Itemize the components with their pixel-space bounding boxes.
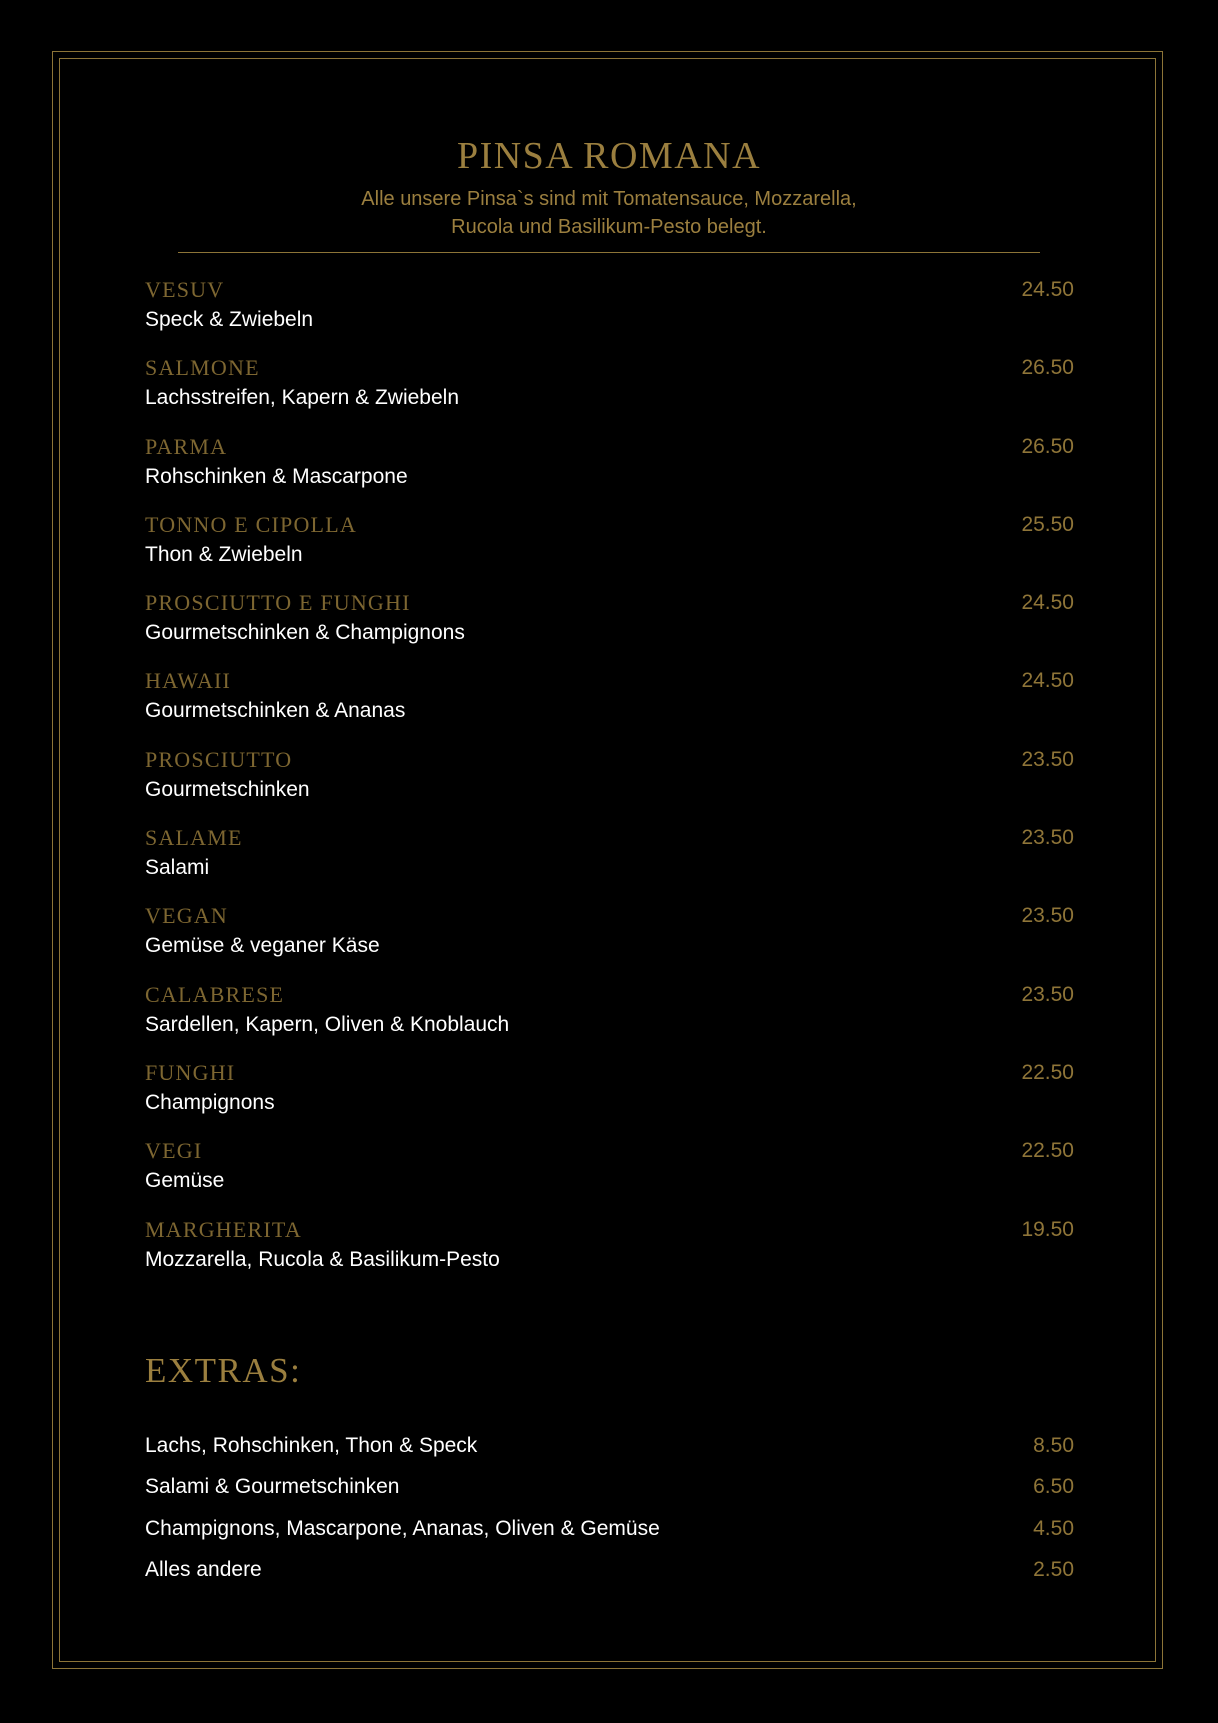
item-description: Mozzarella, Rucola & Basilikum-Pesto xyxy=(145,1247,500,1271)
item-price: 25.50 xyxy=(1021,512,1074,536)
item-description: Lachsstreifen, Kapern & Zwiebeln xyxy=(145,386,460,410)
menu-item xyxy=(145,353,1074,431)
item-price: 24.50 xyxy=(1021,591,1074,615)
menu-item xyxy=(145,1058,1074,1136)
extras-heading: EXTRAS: xyxy=(145,1351,302,1390)
item-name: SALMONE xyxy=(145,355,260,381)
item-name: MARGHERITA xyxy=(145,1216,302,1242)
extras-list xyxy=(145,1431,1074,1596)
extra-label: Salami & Gourmetschinken xyxy=(145,1475,400,1499)
extra-price: 6.50 xyxy=(1033,1475,1074,1499)
item-price: 26.50 xyxy=(1021,356,1074,380)
item-price: 19.50 xyxy=(1021,1217,1074,1241)
item-description: Salami xyxy=(145,856,210,880)
menu-item xyxy=(145,823,1074,901)
menu-item xyxy=(145,666,1074,744)
item-price: 24.50 xyxy=(1021,278,1074,301)
extra-label: Alles andere xyxy=(145,1557,262,1581)
item-price: 23.50 xyxy=(1021,747,1074,771)
menu-item xyxy=(145,588,1074,666)
menu-item xyxy=(145,510,1074,588)
item-name: VESUV xyxy=(145,277,225,302)
item-name: VEGI xyxy=(145,1138,203,1164)
item-price: 26.50 xyxy=(1021,434,1074,458)
item-name: TONNO E CIPOLLA xyxy=(145,511,357,537)
item-price: 22.50 xyxy=(1021,1060,1074,1084)
extra-price: 2.50 xyxy=(1033,1557,1074,1581)
item-name: VEGAN xyxy=(145,903,228,929)
menu-item xyxy=(145,901,1074,979)
extra-label: Lachs, Rohschinken, Thon & Speck xyxy=(145,1434,478,1457)
item-description: Sardellen, Kapern, Oliven & Knoblauch xyxy=(145,1012,510,1036)
item-price: 23.50 xyxy=(1021,982,1074,1006)
item-name: HAWAII xyxy=(145,668,232,694)
item-price: 23.50 xyxy=(1021,904,1074,928)
item-description: Speck & Zwiebeln xyxy=(145,308,314,331)
item-name: SALAME xyxy=(145,825,243,851)
item-name: PROSCIUTTO E FUNGHI xyxy=(145,590,411,616)
extra-row xyxy=(145,1472,1074,1513)
pinsa-menu-list xyxy=(145,275,1074,1293)
page-title: PINSA ROMANA xyxy=(456,135,762,177)
extra-row xyxy=(145,1555,1074,1596)
extra-price: 4.50 xyxy=(1033,1516,1074,1540)
item-description: Rohschinken & Mascarpone xyxy=(145,464,408,488)
menu-item xyxy=(145,745,1074,823)
menu-item xyxy=(145,980,1074,1058)
menu-item xyxy=(145,275,1074,353)
extra-row xyxy=(145,1431,1074,1472)
menu-item xyxy=(145,432,1074,510)
item-description: Champignons xyxy=(145,1090,275,1114)
item-price: 23.50 xyxy=(1021,826,1074,850)
item-description: Gourmetschinken & Ananas xyxy=(145,699,406,723)
item-price: 22.50 xyxy=(1021,1139,1074,1163)
item-description: Gourmetschinken & Champignons xyxy=(145,621,465,645)
item-description: Thon & Zwiebeln xyxy=(145,542,303,566)
subtitle-line-1: Alle unsere Pinsa`s sind mit Tomatensauce, Mozzarella, xyxy=(361,188,857,210)
menu-item xyxy=(145,1136,1074,1214)
item-description: Gemüse xyxy=(145,1169,225,1193)
extra-row xyxy=(145,1514,1074,1555)
item-name: PARMA xyxy=(145,433,228,459)
item-description: Gourmetschinken xyxy=(145,777,310,801)
item-name: CALABRESE xyxy=(145,981,285,1007)
item-price: 24.50 xyxy=(1021,669,1074,693)
subtitle xyxy=(0,185,1218,241)
title-divider xyxy=(178,252,1040,253)
item-name: FUNGHI xyxy=(145,1059,236,1085)
extra-price: 8.50 xyxy=(1033,1434,1074,1457)
item-description: Gemüse & veganer Käse xyxy=(145,934,380,958)
item-name: PROSCIUTTO xyxy=(145,746,293,772)
extra-label: Champignons, Mascarpone, Ananas, Oliven & Gemüse xyxy=(145,1516,660,1540)
menu-item xyxy=(145,1215,1074,1293)
subtitle-line-2: Rucola und Basilikum-Pesto belegt. xyxy=(451,216,767,238)
